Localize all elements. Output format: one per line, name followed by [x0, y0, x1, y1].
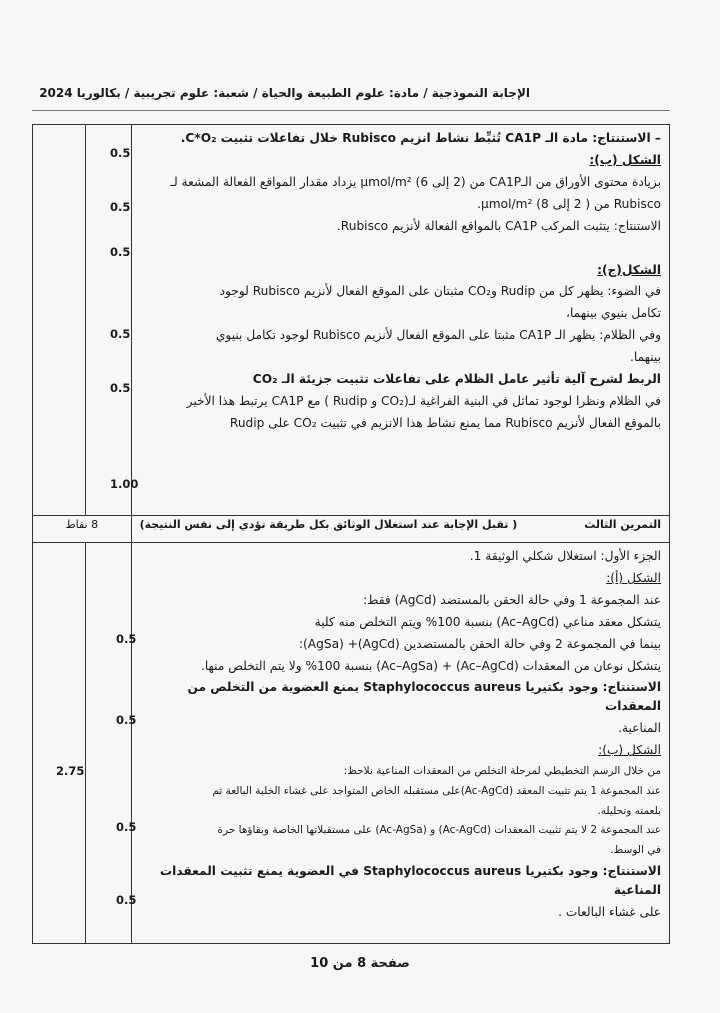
exercise-row	[33, 516, 670, 543]
score-10: 0.5	[116, 893, 137, 907]
fig-b-group-1-a: عند المجموعة 1 يتم تثبيت المعقد (Ac-AgCd)على مستقبله الخاص المتواجد على غشاء الخلية البالعة ثم	[212, 784, 661, 797]
fig-b-title: الشكل (ب):	[589, 152, 661, 167]
score-2: 0.5	[110, 200, 131, 214]
link-title: الربط لشرح آلية تأثير عامل الظلام على تفاعلات تثبيت جزيئة الـ CO₂	[252, 372, 661, 387]
score-9: 0.5	[116, 820, 137, 834]
link-text-2: بالموقع الفعال لأنزيم Rubisco مما يمنع نشاط هذا الانزيم في تثبيت CO₂ على Rudip	[229, 415, 661, 430]
group-2-result: يتشكل نوعان من المعقدات (Ac–AgCd) + (Ac–AgSa) بنسبة 100% ولا يتم التخلص منها.	[200, 658, 661, 673]
fig-b-group-2-b: في الوسط.	[610, 844, 661, 857]
total-cell	[33, 125, 86, 516]
link-text-1: في الظلام ونظرا لوجود تماثل في البنية الفراغية لـ(CO₂ و Rudip ) مع CA1P يرتبط هذا الأخير	[186, 393, 661, 408]
page-header: الإجابة النموذجية / مادة: علوم الطبيعة والحياة / شعبة: علوم تجريبية / بكالوريا 2024	[39, 86, 530, 100]
score-cell	[86, 125, 131, 516]
conclusion-a-2: المناعية.	[618, 721, 661, 736]
score-7: 0.5	[116, 632, 137, 646]
group-1-line: عند المجموعة 1 وفي حالة الحقن بالمستضد (AgCd) فقط:	[363, 592, 661, 607]
score-5: 0.5	[110, 381, 131, 395]
fig-b-group-1-b: بلعمته وتحليله.	[597, 804, 661, 817]
score-3: 0.5	[110, 245, 131, 259]
section-2-total: 2.75	[56, 764, 85, 778]
fig-b-text-1: بزيادة محتوى الأوراق من الـCA1P من (2 إلى 6) μmol/m² يزداد مقدار المواقع الفعالة المشعة لـ	[170, 174, 661, 189]
exercise-heading	[131, 516, 669, 543]
fig-c-title: الشكل(ج):	[597, 262, 661, 277]
exercise-note: ( تقبل الإجابة عند استغلال الوثائق بكل طريقة تؤدي إلى نفس النتيجة)	[139, 518, 518, 531]
score-4: 0.5	[110, 327, 131, 341]
page-number: صفحة 8 من 10	[310, 956, 410, 971]
conclusion-b-2: على غشاء البالعات .	[558, 904, 661, 919]
fig-a-title: الشكل (أ):	[606, 570, 661, 585]
conclusion-a-1: الاستنتاج: وجود بكتيريا Staphylococcus aureus يمنع العضوية من التخلص من المعقدات	[187, 680, 661, 714]
section-1-row	[33, 125, 670, 516]
exercise-points: 8 نقاط	[33, 516, 132, 543]
score-6: 1.00	[110, 477, 139, 491]
conclusion-b-1: الاستنتاج: وجود بكتيريا Staphylococcus aureus في العضوية يمنع تثبيت المعقدات المناعية	[159, 864, 661, 897]
dark-text-2: بينهما.	[630, 350, 661, 365]
section-2-row	[33, 543, 670, 944]
total-cell-2	[33, 543, 86, 944]
score-cell-2	[86, 543, 131, 944]
fig-b-intro: من خلال الرسم التخطيطي لمرحلة التخلص من المعقدات المناعية نلاحظ:	[343, 765, 661, 778]
light-text-2: تكامل بنيوي بينهما،	[566, 306, 661, 321]
exercise-title: التمرين الثالث	[584, 518, 661, 531]
score-8: 0.5	[116, 713, 137, 727]
content-cell	[131, 125, 669, 516]
group-2-line: بينما في المجموعة 2 وفي حالة الحقن بالمستضدين (AgCd)+ (AgSa):	[298, 636, 661, 651]
header-rule	[32, 110, 670, 111]
dark-text-1: وفي الظلام: يظهر الـ CA1P مثبتا على الموقع الفعال لأنزيم Rubisco لوجود تكامل بنيوي	[215, 328, 661, 343]
score-1: 0.5	[110, 146, 131, 160]
part-title: الجزء الأول: استغلال شكلي الوثيقة 1.	[469, 549, 661, 563]
fig-b-text-2: Rubisco من ( 2 إلى 8) μmol/m².	[477, 196, 661, 211]
fig-b-group-2-a: عند المجموعة 2 لا يتم تثبيت المعقدات (Ac-AgCd) و (Ac-AgSa) على مستقبلاتها الخاصة وبقاؤها حرة	[217, 824, 661, 837]
content-cell-2	[131, 543, 669, 944]
group-1-result: يتشكل معقد مناعي (Ac–AgCd) بنسبة 100% ويتم التخلص منه كلية	[314, 614, 661, 629]
light-text-1: في الضوء: يظهر كل من Rudip وCO₂ مثبتان على الموقع الفعال لأنزيم Rubisco لوجود	[219, 284, 661, 299]
fig-b-title-2: الشكل (ب):	[598, 743, 661, 758]
conclusion-b: الاستنتاج: يتثبت المركب CA1P بالمواقع الفعالة لأنزيم Rubisco.	[336, 218, 661, 233]
conclusion-a: – الاستنتاج: مادة الـ CA1P تُثبِّط نشاط انزيم Rubisco خلال تفاعلات تثبيت C*O₂.	[180, 131, 661, 145]
